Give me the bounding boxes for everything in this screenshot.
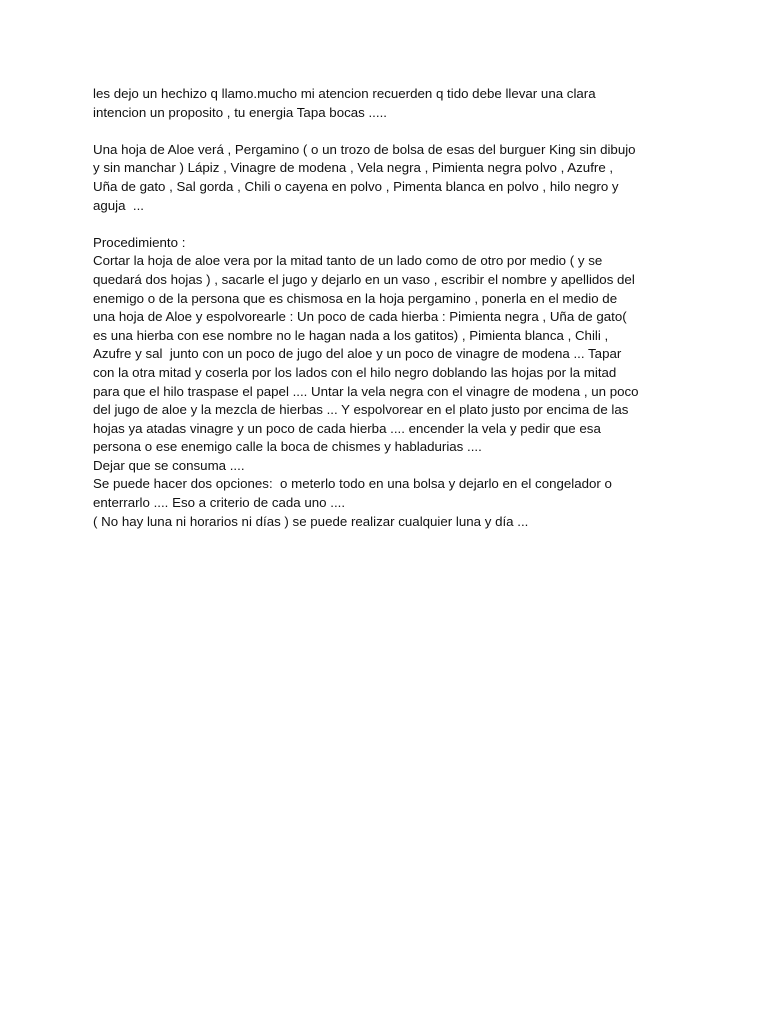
text-line: con la otra mitad y coserla por los lados con el hilo negro doblando las hojas por la mitad bbox=[93, 364, 617, 380]
text-line: del jugo de aloe y la mezcla de hierbas ... Y espolvorear en el plato justo por encima de las bbox=[93, 402, 629, 418]
text-line: persona o ese enemigo calle la boca de chismes y habladurias .... bbox=[93, 439, 482, 455]
text-line: les dejo un hechizo q llamo.mucho mi atencion recuerden q tido debe llevar una clara bbox=[93, 86, 596, 101]
text-line: enemigo o de la persona que es chismosa en la hoja pergamino , ponerla en el medio de bbox=[93, 290, 618, 306]
intro-paragraph bbox=[93, 85, 693, 122]
text-line: enterrarlo .... Eso a criterio de cada uno .... bbox=[93, 495, 346, 511]
text-line: para que el hilo traspase el papel .... Untar la vela negra con el vinagre de modena , un poco bbox=[93, 383, 639, 399]
text-line: Una hoja de Aloe verá , Pergamino ( o un trozo de bolsa de esas del burguer King sin dibujo bbox=[93, 141, 636, 157]
paragraph-gap bbox=[93, 122, 693, 141]
text-line: Azufre y sal junto con un poco de jugo del aloe y un poco de vinagre de modena ... Tapar bbox=[93, 346, 622, 362]
text-line: aguja ... bbox=[93, 197, 145, 213]
text-line: una hoja de Aloe y espolvorearle : Un poco de cada hierba : Pimienta negra , Uña de gato( bbox=[93, 309, 627, 325]
text-line: intencion un proposito , tu energia Tapa bocas ..... bbox=[93, 104, 387, 120]
text-line: y sin manchar ) Lápiz , Vinagre de modena , Vela negra , Pimienta negra polvo , Azufre , bbox=[93, 160, 614, 176]
text-line: Uña de gato , Sal gorda , Chili o cayena en polvo , Pimenta blanca en polvo , hilo negro y bbox=[93, 178, 619, 194]
text-line: ( No hay luna ni horarios ni días ) se puede realizar cualquier luna y día ... bbox=[93, 513, 529, 529]
text-line: hojas ya atadas vinagre y un poco de cada hierba .... encender la vela y pedir que esa bbox=[93, 420, 601, 436]
text-line: quedará dos hojas ) , sacarle el jugo y dejarlo en un vaso , escribir el nombre y apellidos del bbox=[93, 271, 635, 287]
document-body bbox=[93, 85, 693, 531]
ingredients-paragraph bbox=[93, 141, 693, 215]
text-line: es una hierba con ese nombre no le hagan nada a los gatitos) , Pimienta blanca , Chili , bbox=[93, 327, 609, 343]
text-line: Se puede hacer dos opciones: o meterlo todo en una bolsa y dejarlo en el congelador o bbox=[93, 476, 612, 492]
paragraph-gap bbox=[93, 215, 693, 234]
procedure-heading: Procedimiento : bbox=[93, 234, 186, 250]
text-line: Cortar la hoja de aloe vera por la mitad tanto de un lado como de otro por medio ( y se bbox=[93, 253, 603, 269]
text-line: Dejar que se consuma .... bbox=[93, 457, 245, 473]
procedure-section bbox=[93, 234, 693, 532]
